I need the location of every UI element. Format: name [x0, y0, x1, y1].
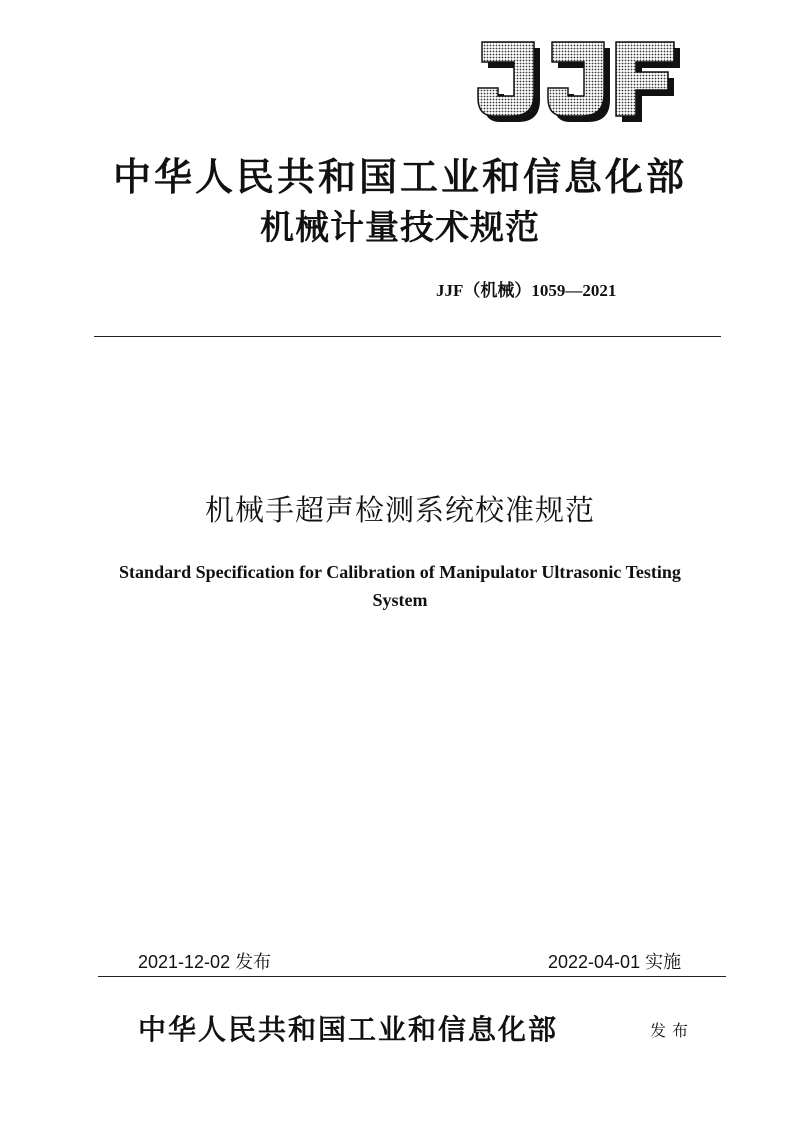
document-title-en: Standard Specification for Calibration of Manipulator Ultrasonic Testing System: [119, 562, 681, 610]
document-title-cn: 机械手超声检测系统校准规范: [204, 493, 595, 527]
org-title: 中华人民共和国工业和信息化部: [112, 154, 687, 199]
jjf-logo: [474, 38, 684, 124]
implementation-date: 2022-04-01 实施: [548, 952, 682, 972]
jjf-logo-graphic: [474, 38, 684, 124]
bottom-divider: [98, 976, 726, 977]
publish-suffix: 发布: [650, 1021, 695, 1040]
standard-number: JJF（机械）1059—2021: [436, 281, 617, 300]
sub-title: 机械计量技术规范: [260, 208, 540, 248]
publisher: 中华人民共和国工业和信息化部: [138, 1013, 559, 1046]
top-divider: [94, 336, 721, 337]
issue-date: 2021-12-02 发布: [138, 952, 272, 972]
